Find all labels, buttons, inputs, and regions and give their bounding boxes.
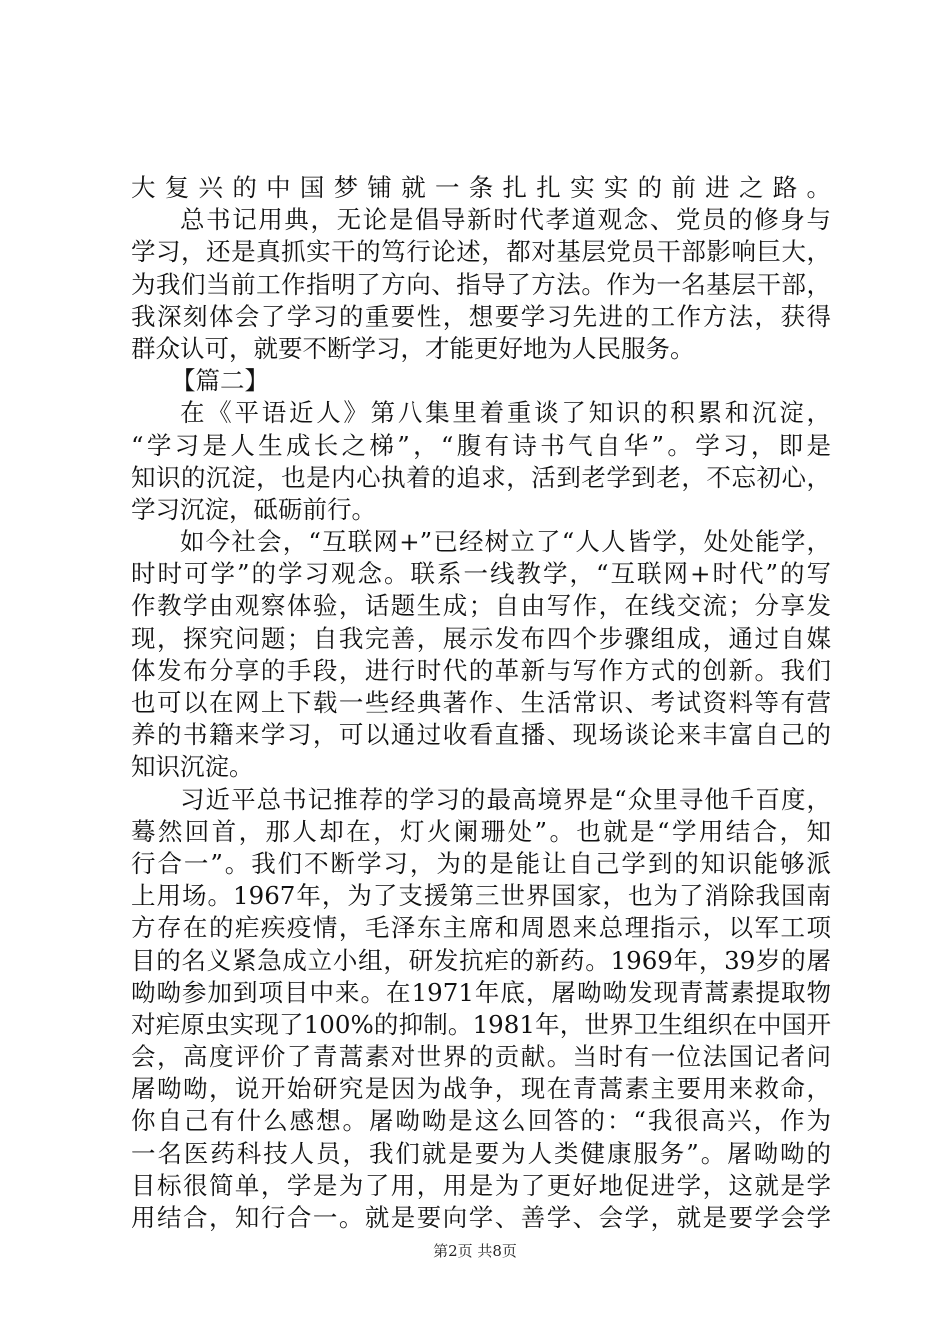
text-line: 对疟原虫实现了100%的抑制。1981年，世界卫生组织在中国开: [131, 1009, 831, 1039]
text-line: 养的书籍来学习，可以通过收看直播、现场谈论来丰富自己的: [131, 720, 831, 750]
text-line: 用结合，知行合一。就是要向学、善学、会学，就是要学会学: [131, 1203, 831, 1232]
text-line: 大复兴的中国梦铺就一条扎扎实实的前进之路。: [131, 173, 831, 202]
text-line: 目的名义紧急成立小组，研发抗疟的新药。1969年，39岁的屠: [131, 945, 831, 975]
text-line: 屠呦呦，说开始研究是因为战争，现在青蒿素主要用来救命，: [131, 1074, 831, 1104]
text-line: 现，探究问题；自我完善，展示发布四个步骤组成，通过自媒: [131, 623, 831, 653]
section-heading: 【篇二】: [171, 366, 269, 396]
text-line: 你自己有什么感想。屠呦呦是这么回答的：“我很高兴，作为: [131, 1106, 831, 1136]
text-line: 方存在的疟疾疫情，毛泽东主席和周恩来总理指示，以军工项: [131, 913, 831, 943]
text-line: 知识的沉淀，也是内心执着的追求，活到老学到老，不忘初心，: [131, 462, 831, 492]
body-text: [131, 172, 831, 1234]
text-line: 知识沉淀。: [131, 752, 254, 782]
text-line: 在《平语近人》第八集里着重谈了知识的积累和沉淀，: [180, 398, 831, 428]
text-line: 上用场。1967年，为了支援第三世界国家，也为了消除我国南: [131, 881, 831, 911]
text-line: 体发布分享的手段，进行时代的革新与写作方式的创新。我们: [131, 655, 831, 685]
text-line: 学习，还是真抓实干的笃行论述，都对基层党员干部影响巨大，: [131, 237, 831, 267]
text-line: 呦呦参加到项目中来。在1971年底，屠呦呦发现青蒿素提取物: [131, 977, 831, 1007]
text-line: 如今社会，“互联网+”已经树立了“人人皆学，处处能学，: [180, 527, 831, 557]
text-line: 总书记用典，无论是倡导新时代孝道观念、党员的修身与: [180, 205, 831, 235]
text-line: 时时可学”的学习观念。联系一线教学，“互联网+时代”的写: [131, 559, 831, 589]
text-line: 为我们当前工作指明了方向、指导了方法。作为一名基层干部，: [131, 269, 831, 299]
text-line: 会，高度评价了青蒿素对世界的贡献。当时有一位法国记者问: [131, 1042, 831, 1072]
page-number-footer: 第2页 共8页: [433, 1242, 517, 1260]
text-line: 群众认可，就要不断学习，才能更好地为人民服务。: [131, 333, 695, 363]
text-line: 一名医药科技人员，我们就是要为人类健康服务”。屠呦呦的: [131, 1138, 831, 1168]
text-line: 习近平总书记推荐的学习的最高境界是“众里寻他千百度，: [180, 784, 831, 814]
text-line: “学习是人生成长之梯”，“腹有诗书气自华”。学习，即是: [131, 430, 831, 460]
text-line: 目标很简单，学是为了用，用是为了更好地促进学，这就是学: [131, 1170, 831, 1200]
text-line: 我深刻体会了学习的重要性，想要学习先进的工作方法，获得: [131, 301, 831, 331]
text-line: 蓦然回首，那人却在，灯火阑珊处”。也就是“学用结合，知: [131, 816, 831, 846]
text-line: 也可以在网上下载一些经典著作、生活常识、考试资料等有营: [131, 688, 831, 717]
text-line: 作教学由观察体验，话题生成；自由写作，在线交流；分享发: [131, 591, 831, 621]
text-line: 行合一”。我们不断学习，为的是能让自己学到的知识能够派: [131, 848, 831, 878]
text-line: 学习沉淀，砥砺前行。: [131, 494, 376, 524]
